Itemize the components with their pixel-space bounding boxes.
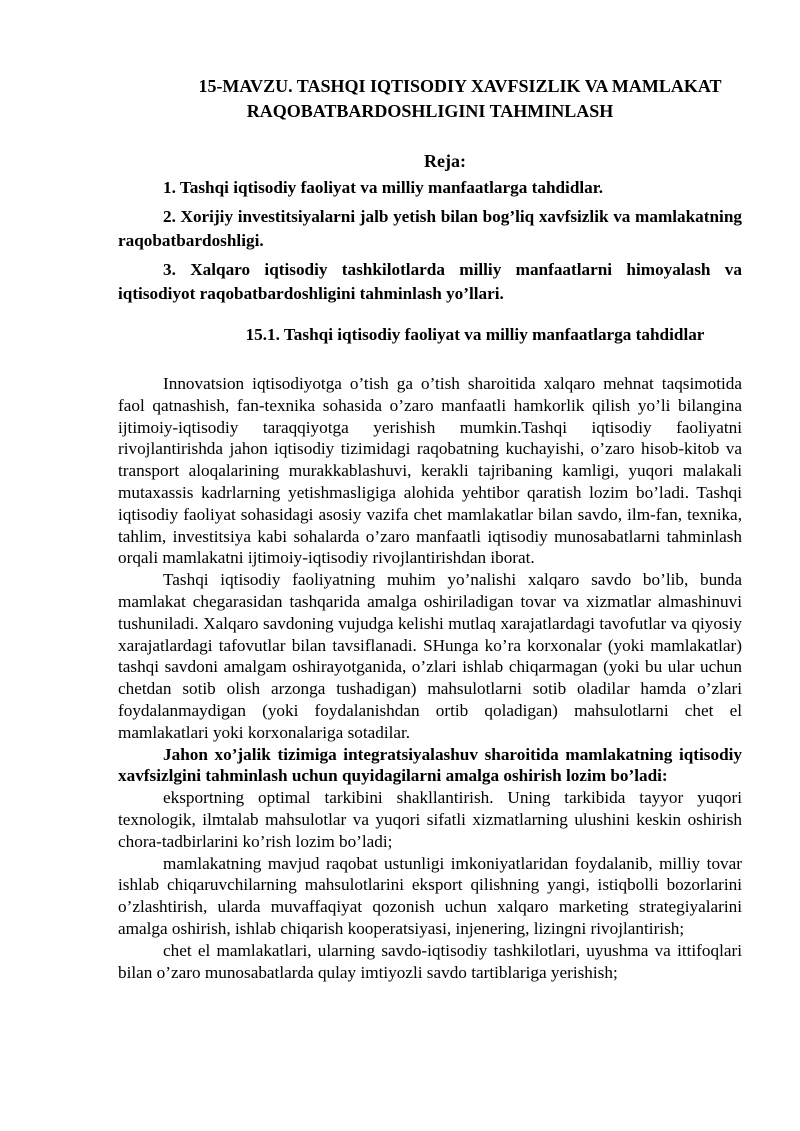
plan-item: 3. Xalqaro iqtisodiy tashkilotlarda milliy manfaatlarni himoyalash va iqtisodiyot raqobatbardoshligini tahminlash yo’llari. bbox=[118, 259, 742, 303]
paragraph: eksportning optimal tarkibini shakllantirish. Uning tarkibida tayyor yuqori texnologik, ilmtalab mahsulotlar va yuqori sifatli xizmatlarning ulushini keskin oshirish chora-tadbirlarini ko’rish lozim bo’ladi; bbox=[118, 788, 742, 851]
plan-item: 1. Tashqi iqtisodiy faoliyat va milliy manfaatlarga tahdidlar. bbox=[163, 178, 604, 197]
paragraph: Tashqi iqtisodiy faoliyatning muhim yo’nalishi xalqaro savdo bo’lib, bunda mamlakat chegarasidan tashqarida amalga oshiriladigan tovar va xizmatlar almashinuvi tushuniladi. Xalqaro savdoning vujudga kelishi mutlaq xarajatlardagi tavofutlar va qiyosiy xarajatlardagi tafovutlar bilan tavsiflanadi. SHunga ko’ra korxonalar (yoki mamlakatlar) tashqi savdoni amalgam oshirayotganida, o’zlari ishlab chiqarmagan (yoki bu ular uchun chetdan sotib olish arzonga tushadigan) mahsulotlarni sotib oladilar hamda o’zlari foydalanmaydigan (yoki foydalanishdan ortib qoladigan) mahsulotlarni chet el mamlakatlari yoki korxonalariga sotadilar. bbox=[118, 570, 742, 742]
paragraph-bold: Jahon xo’jalik tizimiga integratsiyalashuv sharoitida mamlakatning iqtisodiy xavfsizlgini tahminlash uchun quyidagilarni amalga oshirish lozim bo’ladi: bbox=[118, 744, 742, 786]
body-text bbox=[118, 373, 742, 983]
title-line-1: 15-MAVZU. TASHQI IQTISODIY XAVFSIZLIK VA MAMLAKAT bbox=[198, 76, 722, 96]
page-title bbox=[118, 74, 742, 124]
paragraph: mamlakatning mavjud raqobat ustunligi imkoniyatlaridan foydalanib, milliy tovar ishlab chiqaruvchilarning mahsulotlarini eksport qilishning yangi, istiqbolli bozorlarini o’zlashtirish, ularda muvaffaqiyat qozonish uchun xalqaro marketing strategiyalarini amalga oshirish, ishlab chiqarish kooperatsiyasi, injenering, lizingni rivojlantirish; bbox=[118, 853, 742, 938]
title-line-2: RAQOBATBARDOSHLIGINI TAHMINLASH bbox=[246, 101, 614, 121]
plan-list bbox=[118, 176, 742, 311]
section-heading: 15.1. Tashqi iqtisodiy faoliyat va milliy manfaatlarga tahdidlar bbox=[245, 325, 705, 344]
paragraph: Innovatsion iqtisodiyotga o’tish ga o’tish sharoitida xalqaro mehnat taqsimotida faol qatnashish, fan-texnika sohasida o’zaro manfaatli hamkorlik qilish yo’li bilangina ijtimoiy-iqtisodiy taraqqiyotga yerishish mumkin.Tashqi iqtisodiy faoliyatni rivojlantirishda jahon iqtisodiy tizimidagi raqobatning kuchayishi, o’zaro hisob-kitob va transport aloqalarining murakkablashuvi, kerakli tajribaning kamligi, yuqori malakali mutaxassis kadrlarning yetishmasligiga alohida yehtibor qaratish lozim bo’ladi. Tashqi iqtisodiy faoliyat sohasidagi asosiy vazifa chet mamlakatlar bilan savdo, ilm-fan, texnika, tahlim, investitsiya kabi sohalarda o’zaro manfaatli iqtisodiy munosabatlarni tahminlash orqali mamlakatni ijtimoiy-iqtisodiy rivojlantirishdan iborat. bbox=[118, 374, 742, 568]
plan-heading: Reja: bbox=[424, 151, 466, 171]
plan-item: 2. Xorijiy investitsiyalarni jalb yetish bilan bog’liq xavfsizlik va mamlakatning raqobatbardoshligi. bbox=[118, 206, 742, 250]
paragraph: chet el mamlakatlari, ularning savdo-iqtisodiy tashkilotlari, uyushma va ittifoqlari bilan o’zaro munosabatlarda qulay imtiyozli savdo tartiblariga yerishish; bbox=[118, 940, 742, 982]
